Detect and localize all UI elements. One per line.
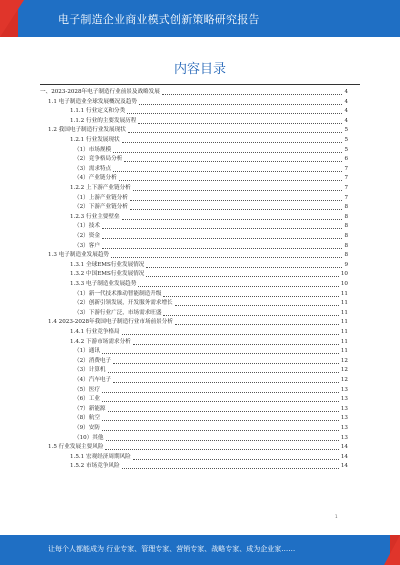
toc-leader-dots: [133, 190, 343, 191]
toc-leader-dots: [102, 401, 339, 402]
toc-leader-dots: [139, 104, 342, 105]
toc-entry-title: （3）下游行业广泛，市场需求旺盛: [74, 309, 162, 316]
toc-leader-dots: [124, 161, 342, 162]
toc-leader-dots: [108, 411, 339, 412]
toc-leader-dots: [122, 142, 343, 143]
toc-entry-title: 1.3.2 中国EMS行业发展情况: [70, 271, 145, 278]
toc-leader-dots: [102, 238, 343, 239]
toc-entry-page: 13: [340, 425, 348, 431]
toc-entry[interactable]: [70, 270, 348, 279]
toc-entry-page: 8: [344, 242, 348, 249]
toc-entry-page: 8: [344, 223, 348, 230]
toc-entry[interactable]: [74, 434, 348, 443]
toc-entry-title: （2）消费电子: [74, 357, 112, 364]
toc-entry-title: （9）安防: [74, 425, 100, 431]
toc-entry-page: 14: [340, 453, 348, 460]
header-accent-triangle: [0, 0, 24, 37]
toc-entry-title: 1.1.2 行业的主要发展历程: [70, 117, 137, 124]
toc-entry[interactable]: [70, 107, 348, 116]
toc-entry-page: 4: [344, 89, 348, 95]
toc-leader-dots: [113, 152, 342, 153]
toc-entry[interactable]: [74, 155, 348, 164]
toc-entry[interactable]: [74, 309, 348, 318]
toc-entry[interactable]: [70, 213, 348, 222]
toc-leader-dots: [122, 468, 339, 469]
toc-leader-dots: [138, 123, 342, 124]
toc-entry-title: （3）客户: [74, 242, 100, 249]
toc-leader-dots: [138, 286, 339, 287]
toc-entry-title: （1）新一代技术推动智能制造升级: [74, 290, 162, 297]
toc-leader-dots: [175, 324, 339, 325]
toc-entry[interactable]: [70, 184, 348, 193]
toc-entry-page: 9: [344, 261, 348, 268]
toc-entry-title: 1.3.1 全球EMS行业发展情况: [70, 261, 145, 268]
toc-entry-page: 4: [344, 108, 348, 115]
toc-entry-title: 1.1.1 行业定义和分类: [70, 108, 126, 115]
header-bar: [0, 0, 400, 37]
toc-entry[interactable]: [70, 136, 348, 145]
toc-entry[interactable]: [74, 395, 348, 404]
toc-entry-title: （1）市场规模: [74, 146, 112, 153]
toc-leader-dots: [113, 171, 342, 172]
toc-entry-page: 7: [344, 194, 348, 201]
toc-entry[interactable]: [74, 203, 348, 212]
toc-entry[interactable]: [48, 98, 348, 107]
toc-entry[interactable]: [74, 405, 348, 414]
toc-entry-title: （7）新能源: [74, 405, 106, 412]
toc-entry[interactable]: [74, 376, 348, 385]
toc-entry-title: 1.2.1 行业发展现状: [70, 137, 120, 143]
toc-leader-dots: [105, 449, 338, 450]
footer-bar: [0, 535, 400, 565]
toc-entry[interactable]: [74, 299, 348, 308]
toc-leader-dots: [127, 113, 342, 114]
toc-divider: [40, 84, 360, 85]
toc-entry-page: 11: [340, 338, 348, 345]
toc-entry-title: （2）创新引领发展，开发服务需求增长: [74, 300, 173, 307]
toc-entry-page: 10: [340, 281, 348, 287]
page-number: 1: [335, 514, 338, 519]
toc-entry-title: 1.2.2 上下游产业链分析: [70, 185, 131, 191]
toc-leader-dots: [162, 94, 343, 95]
toc-entry-page: 8: [344, 252, 348, 259]
toc-entry[interactable]: [48, 251, 348, 260]
toc-entry-page: 14: [340, 444, 348, 451]
toc-leader-dots: [113, 382, 339, 383]
toc-entry-page: 7: [344, 165, 348, 172]
toc-entry[interactable]: [48, 443, 348, 452]
toc-entry[interactable]: [70, 280, 348, 289]
toc-leader-dots: [122, 219, 343, 220]
toc-entry[interactable]: [74, 242, 348, 251]
toc-leader-dots: [146, 276, 338, 277]
toc-leader-dots: [122, 334, 339, 335]
toc-leader-dots: [163, 296, 338, 297]
toc-entry-page: 12: [340, 357, 348, 364]
toc-entry[interactable]: [74, 357, 348, 366]
toc-entry-page: 11: [340, 348, 348, 355]
toc-entry-title: （4）汽车电子: [74, 377, 112, 383]
toc-entry-title: （10）其他: [74, 434, 104, 441]
toc-entry[interactable]: [70, 462, 348, 471]
toc-leader-dots: [146, 267, 342, 268]
toc-entry-page: 13: [340, 386, 348, 393]
toc-entry-title: 1.3 电子制造业发展趋势: [48, 252, 110, 259]
toc-entry[interactable]: [74, 366, 348, 375]
toc-entry[interactable]: [74, 386, 348, 395]
toc-entry[interactable]: [74, 222, 348, 231]
toc-entry-page: 7: [344, 175, 348, 182]
toc-entry[interactable]: [70, 261, 348, 270]
toc-entry-page: 4: [344, 117, 348, 124]
toc-entry-title: （2）竞争格局分析: [74, 156, 123, 163]
footer-accent-triangle: [384, 535, 400, 565]
toc-entry[interactable]: [74, 290, 348, 299]
toc-entry-page: 5: [344, 146, 348, 153]
toc-entry-page: 11: [340, 300, 348, 307]
toc-entry[interactable]: [74, 424, 348, 433]
toc-leader-dots: [106, 440, 339, 441]
toc-leader-dots: [175, 305, 339, 306]
toc-entry-title: 1.2 我国电子制造行业发展现状: [48, 127, 126, 134]
toc-entry-title: 1.4.1 行业竞争格局: [70, 329, 120, 335]
toc-entry-title: 1.1 电子制造业全球发展概况及趋势: [48, 98, 137, 105]
toc-entry[interactable]: [48, 126, 348, 135]
toc-leader-dots: [102, 353, 339, 354]
toc-entry-page: 7: [344, 185, 348, 191]
toc-entry-title: 1.5.1 宏观经济周期风险: [70, 453, 131, 460]
toc-entry[interactable]: [74, 414, 348, 423]
toc-entry-title: （8）航空: [74, 415, 100, 422]
toc-entry[interactable]: [70, 117, 348, 126]
toc-leader-dots: [102, 228, 343, 229]
toc-entry-page: 13: [340, 434, 348, 441]
toc-entry-page: 8: [344, 233, 348, 239]
toc-entry-title: 一、2023-2028年电子制造行业前景及战略发展: [40, 89, 160, 95]
toc-entry-title: 1.3.3 电子制造业发展趋势: [70, 281, 137, 287]
toc-entry-page: 8: [344, 204, 348, 211]
toc-entry-page: 13: [340, 415, 348, 422]
toc-entry[interactable]: [74, 174, 348, 183]
toc-entry-title: （2）资金: [74, 233, 100, 239]
toc-leader-dots: [130, 200, 343, 201]
toc-leader-dots: [111, 257, 342, 258]
toc-entry-title: （1）通讯: [74, 348, 100, 355]
toc-entry-title: 1.4.2 下游市场需求分析: [70, 338, 131, 345]
toc-leader-dots: [102, 420, 339, 421]
toc-entry-title: （4）产业链分析: [74, 175, 117, 182]
toc-entry-title: 1.2.3 行业主要壁垒: [70, 213, 120, 220]
toc-leader-dots: [108, 372, 339, 373]
toc-entry-page: 12: [340, 377, 348, 383]
toc-heading: 内容目录: [173, 62, 226, 77]
toc-entry-page: 14: [340, 463, 348, 470]
toc-leader-dots: [130, 209, 343, 210]
toc-entry-page: 11: [340, 309, 348, 316]
toc-leader-dots: [102, 392, 339, 393]
toc-entry-title: 1.5 行业发展主要风险: [48, 444, 104, 451]
toc-entry-page: 11: [340, 319, 348, 326]
toc-entry-page: 6: [344, 156, 348, 163]
toc-entry[interactable]: [74, 165, 348, 174]
toc-entry[interactable]: [74, 347, 348, 356]
toc-entry-page: 5: [344, 127, 348, 134]
toc-entry-title: 1.4 2023-2028年我国电子制造行业市场前景分析: [48, 319, 173, 326]
toc-entry-page: 11: [340, 290, 348, 297]
toc-entry-page: 4: [344, 98, 348, 105]
toc-entry[interactable]: [74, 146, 348, 155]
toc-entry-page: 11: [340, 329, 348, 335]
toc-leader-dots: [133, 459, 339, 460]
toc-entry-page: 13: [340, 405, 348, 412]
toc-leader-dots: [113, 363, 339, 364]
toc-leader-dots: [133, 344, 339, 345]
toc-entry-title: （2）下游产业链分析: [74, 204, 128, 211]
toc-entry-page: 8: [344, 213, 348, 220]
toc-leader-dots: [102, 430, 339, 431]
toc-entry-title: 1.5.2 市场竞争风险: [70, 463, 120, 470]
toc-entry[interactable]: [70, 453, 348, 462]
toc-entry-title: （3）计算机: [74, 367, 106, 374]
toc-leader-dots: [128, 132, 343, 133]
toc-entry-page: 13: [340, 396, 348, 403]
toc-entry[interactable]: [74, 194, 348, 203]
footer-slogan: 让每个人都能成为 行业专家、管理专家、营销专家、战略专家、成为企业家……: [48, 545, 296, 553]
toc-entry-title: （6）工业: [74, 396, 100, 403]
toc-entry[interactable]: [70, 328, 348, 337]
toc-leader-dots: [102, 248, 343, 249]
toc-entry-title: （1）技术: [74, 223, 100, 230]
report-title: 电子制造企业商业模式创新策略研究报告: [58, 13, 260, 26]
toc-leader-dots: [119, 180, 343, 181]
toc-entry[interactable]: [74, 232, 348, 241]
toc-entry-title: （5）医疗: [74, 386, 100, 393]
toc-entry-page: 10: [340, 271, 348, 278]
toc-entry-page: 12: [340, 367, 348, 374]
toc-entry[interactable]: [48, 318, 348, 327]
toc-leader-dots: [163, 315, 338, 316]
toc-entry[interactable]: [40, 88, 348, 97]
toc-entry-title: （1）上游产业链分析: [74, 194, 128, 201]
toc-entry-page: 5: [344, 137, 348, 143]
toc-entry[interactable]: [70, 338, 348, 347]
toc-entry-title: （3）需求特点: [74, 165, 112, 172]
